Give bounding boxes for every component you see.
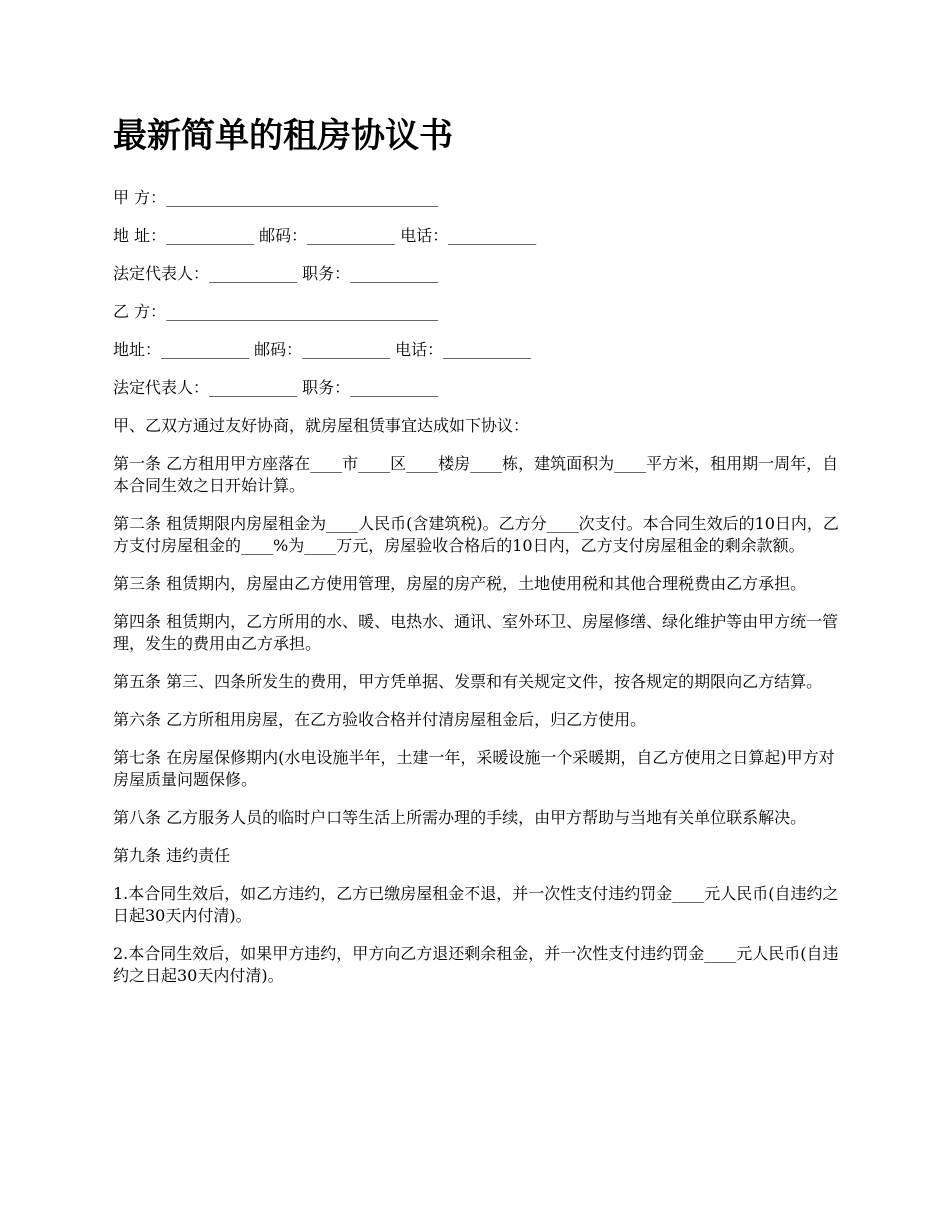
party-b-representative-line: 法定代表人：___________ 职务：___________ xyxy=(113,378,439,397)
article-7: 第七条 在房屋保修期内(水电设施半年，土建一年，采暖设施一个采暖期，自乙方使用之日算起)甲方对房屋质量问题保修。 xyxy=(113,748,835,789)
article-4: 第四条 租赁期内，乙方所用的水、暖、电热水、通讯、室外环卫、房屋修缮、绿化维护等由甲方统一管理，发生的费用由乙方承担。 xyxy=(113,612,839,653)
article-2: 第二条 租赁期限内房屋租金为____人民币(含建筑税)。乙方分____次支付。本合同生效后的10日内，乙方支付房屋租金的____%为____万元，房屋验收合格后的10日内，乙方支付房屋租金的剩余款额。 xyxy=(113,514,839,555)
article-9-clause-2: 2.本合同生效后，如果甲方违约，甲方向乙方退还剩余租金，并一次性支付违约罚金____元人民币(自违约之日起30天内付清)。 xyxy=(113,944,839,985)
article-6: 第六条 乙方所租用房屋，在乙方验收合格并付清房屋租金后，归乙方使用。 xyxy=(113,710,647,729)
party-a-address-line: 地 址：___________ 邮码：___________ 电话：___________ xyxy=(113,226,537,245)
document-title: 最新简单的租房协议书 xyxy=(113,116,453,156)
article-1: 第一条 乙方租用甲方座落在____市____区____楼房____栋，建筑面积为____平方米，租用期一周年，自本合同生效之日开始计算。 xyxy=(113,454,839,495)
article-3: 第三条 租赁期内，房屋由乙方使用管理，房屋的房产税，土地使用税和其他合理税费由乙方承担。 xyxy=(113,574,807,593)
party-b-line: 乙 方：__________________________________ xyxy=(113,302,439,321)
party-a-line: 甲 方：__________________________________ xyxy=(113,188,439,207)
article-9-heading: 第九条 违约责任 xyxy=(113,846,231,865)
party-b-address-line: 地址：___________ 邮码：___________ 电话：___________ xyxy=(113,340,532,359)
article-9-clause-1: 1.本合同生效后，如乙方违约，乙方已缴房屋租金不退，并一次性支付违约罚金____元人民币(自违约之日起30天内付清)。 xyxy=(113,884,839,925)
party-a-representative-line: 法定代表人：___________ 职务：___________ xyxy=(113,264,439,283)
agreement-intro: 甲、乙双方通过友好协商，就房屋租赁事宜达成如下协议： xyxy=(113,416,530,435)
article-5: 第五条 第三、四条所发生的费用，甲方凭单据、发票和有关规定文件，按各规定的期限向乙方结算。 xyxy=(113,672,823,691)
document-page xyxy=(113,112,839,1003)
article-8: 第八条 乙方服务人员的临时户口等生活上所需办理的手续，由甲方帮助与当地有关单位联系解决。 xyxy=(113,808,807,827)
